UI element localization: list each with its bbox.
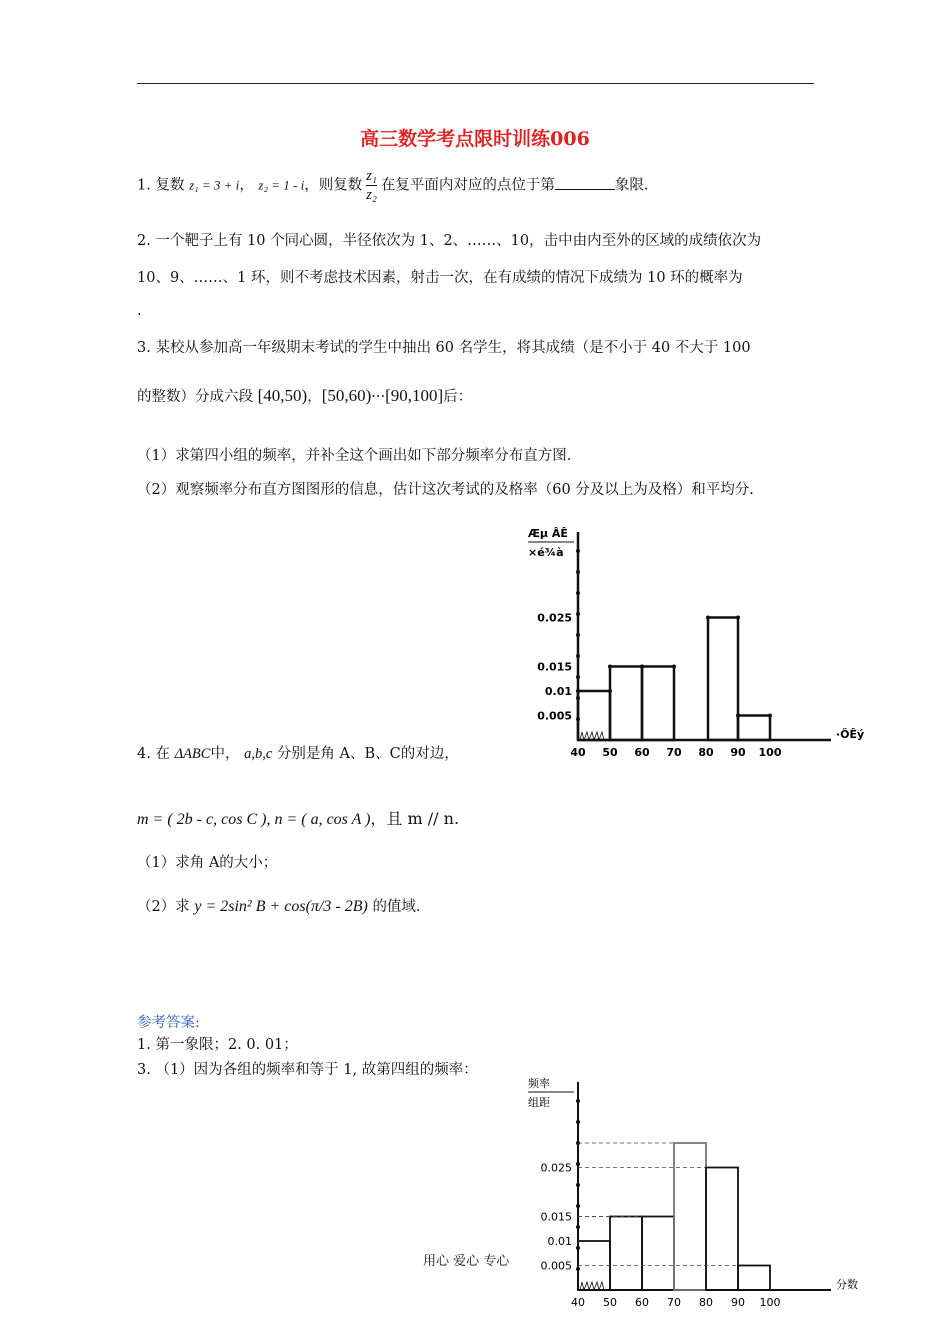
q4-part2: [137, 895, 421, 916]
answer-3: 3. （1）因为各组的频率和等于 1, 故第四组的频率：: [137, 1062, 478, 1078]
y-label-bottom: 组距: [528, 1096, 550, 1109]
answers-heading: 参考答案:: [137, 1015, 200, 1031]
q4-period: .: [453, 809, 460, 828]
q3-line2-post: 后：: [443, 389, 473, 405]
y-label-top: 频率: [528, 1077, 550, 1090]
y-tick-label: 0.005: [540, 1259, 572, 1273]
q1-comma: ，: [239, 177, 254, 194]
y-tick-label: 0.01: [547, 1235, 572, 1248]
q1-end: 象限.: [614, 177, 649, 194]
y-tick-label: 0.015: [540, 1210, 572, 1224]
histogram-bar: [642, 667, 674, 741]
page-title: 高三数学考点限时训练006: [360, 128, 590, 150]
q3-interval-1: [40,50): [257, 386, 308, 405]
q4-line1-mid: 中，: [210, 746, 240, 762]
q3-interval-3: [90,100]: [385, 386, 444, 405]
y-tick-label: 0.005: [537, 709, 572, 723]
y-axis-dot: [576, 633, 580, 637]
histogram-bar: [738, 716, 770, 741]
y-tick-label: 0.01: [544, 685, 572, 698]
bar-corner-dot: [736, 714, 740, 718]
q4-part2-pre: （2）求: [137, 899, 190, 915]
bar-corner-dot: [640, 665, 644, 669]
histogram-chart-2: [526, 1074, 856, 1310]
bar-corner-dot: [608, 665, 612, 669]
y-axis-dot: [576, 1099, 580, 1103]
q4-vector-expr: m = ( 2b - c, cos C ), n = ( a, cos A ): [137, 811, 371, 828]
q3-line2-pre: 的整数）分成六段: [137, 389, 253, 405]
answer-1-2: 1. 第一象限；2. 0. 01；: [137, 1037, 298, 1053]
q1-z1: z₁ = 3 + i: [189, 177, 240, 193]
q1-number: 1.: [137, 177, 151, 194]
header-rule: [137, 83, 814, 84]
y-axis-dot: [576, 1183, 580, 1187]
q4-line1-pre: 4. 在: [137, 746, 170, 762]
y-axis-dot: [576, 654, 580, 658]
q3-part1: （1）求第四小组的频率，并补全这个画出如下部分频率分布直方图.: [137, 448, 572, 464]
q1-answer-blank[interactable]: [555, 175, 615, 190]
histogram-bar: [674, 1143, 706, 1290]
q2-line2: 10、9、……、1 环，则不考虑技术因素，射击一次，在有成绩的情况下成绩为 10 环的概率为: [137, 270, 743, 286]
question-1: [137, 167, 649, 204]
q2-line1: 2. 一个靶子上有 10 个同心圆，半径依次为 1、2、……、10，击中由内至外的区域的成绩依次为: [137, 233, 762, 249]
y-axis-dot: [576, 570, 580, 574]
q4-and: ，且: [370, 809, 403, 828]
q3-interval-2: [50,60): [321, 386, 372, 405]
x-tick-label: 70: [666, 746, 682, 759]
q1-z2: z₂ = 1 - i: [258, 177, 305, 193]
q3-line2: [137, 385, 472, 406]
q1-post: 在复平面内对应的点位于第: [380, 177, 555, 194]
x-tick-label: 70: [667, 1296, 681, 1309]
bar-corner-dot: [736, 616, 740, 620]
y-axis-dot: [576, 1162, 580, 1166]
q2-line3: .: [137, 303, 142, 319]
q4-triangle: ΔABC: [174, 746, 211, 762]
axis-break-zigzag: [580, 1282, 604, 1290]
q4-abc: a,b,c: [244, 746, 273, 762]
x-tick-label: 90: [731, 1296, 745, 1309]
q3-line1: 3. 某校从参加高一年级期末考试的学生中抽出 60 名学生，将其成绩（是不小于 40 不大于 100: [137, 340, 751, 356]
y-axis-dot: [576, 549, 580, 553]
histogram-bar: [578, 691, 610, 740]
x-tick-label: 80: [698, 746, 714, 759]
q1-mid: ，则复数: [304, 177, 363, 194]
q3-sep: ，: [307, 389, 322, 405]
q3-dots: ···: [371, 389, 386, 405]
x-tick-label: 50: [603, 1296, 617, 1309]
q4-parallel: m // n: [407, 809, 454, 828]
histogram-bar: [610, 667, 642, 741]
y-tick-label: 0.025: [537, 611, 572, 625]
q1-frac-num: z₁: [366, 168, 377, 184]
y-tick-label: 0.015: [537, 660, 572, 674]
y-label-top: Æµ ÂÊ: [528, 527, 568, 540]
x-tick-label: 100: [759, 1296, 781, 1309]
x-tick-label: 50: [602, 746, 618, 759]
bar-corner-dot: [706, 616, 710, 620]
x-tick-label: 80: [699, 1296, 713, 1309]
q1-frac-den: z₂: [366, 187, 377, 203]
q4-formula: y = 2sin² B + cos(π/3 - 2B): [194, 898, 368, 915]
q4-line1-post: 分别是角 A、B、C的对边，: [276, 746, 459, 762]
y-axis-dot: [576, 612, 580, 616]
q4-part1: （1）求角 A的大小；: [137, 855, 278, 871]
x-tick-label: 60: [634, 746, 650, 759]
bar-corner-dot: [768, 714, 772, 718]
y-tick-label: 0.025: [540, 1161, 572, 1175]
histogram-bar: [708, 618, 738, 741]
y-axis-dot: [576, 1120, 580, 1124]
y-axis-dot: [576, 591, 580, 595]
q4-part2-post: 的值域.: [372, 899, 421, 915]
bar-corner-dot: [576, 689, 580, 693]
x-tick-label: 90: [730, 746, 746, 759]
q4-vectors: [137, 806, 459, 829]
x-tick-label: 60: [635, 1296, 649, 1309]
q1-fraction: [366, 167, 377, 204]
x-axis-label: ·ÖÊý: [836, 728, 865, 741]
x-tick-label: 100: [758, 746, 782, 759]
histogram-bar: [738, 1266, 770, 1291]
y-label-bottom: ×é¾à: [528, 546, 564, 559]
histogram-bar: [610, 1217, 642, 1291]
histogram-bar: [642, 1217, 674, 1291]
q1-pre: 复数: [155, 177, 185, 194]
q3-part2: （2）观察频率分布直方图图形的信息，估计这次考试的及格率（60 分及以上为及格）和平均分.: [137, 482, 754, 498]
x-axis-label: 分数: [836, 1278, 858, 1291]
y-axis-dot: [576, 1225, 580, 1229]
x-tick-label: 40: [570, 746, 586, 759]
histogram-bar: [706, 1168, 738, 1291]
y-axis-dot: [576, 675, 580, 679]
y-axis-dot: [576, 1204, 580, 1208]
q4-line1: [137, 742, 459, 763]
histogram-chart-1: [526, 524, 865, 760]
x-tick-label: 40: [571, 1296, 585, 1309]
footer-text: 用心 爱心 专心: [423, 1254, 510, 1269]
bar-corner-dot: [672, 665, 676, 669]
